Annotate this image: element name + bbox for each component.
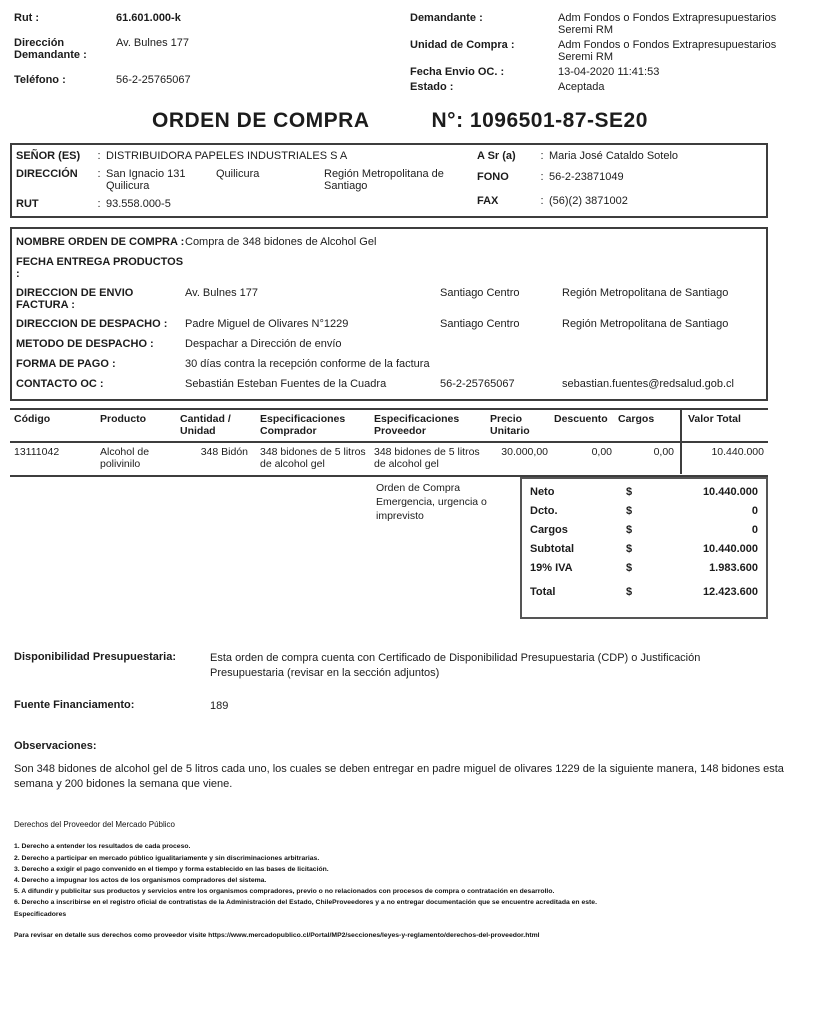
rut-label: Rut : xyxy=(14,12,40,24)
header-valor-total: Valor Total xyxy=(680,410,768,441)
derecho-item-2: 2. Derecho a participar en mercado público igualitariamente y sin discriminaciones arbitrarias. xyxy=(14,854,320,862)
direccion-demandante-value: Av. Bulnes 177 xyxy=(116,37,189,49)
header-esp-proveedor: Especificaciones Proveedor xyxy=(374,413,460,437)
header-precio: Precio Unitario xyxy=(490,413,530,437)
cell-precio: 30.000,00 xyxy=(501,446,548,458)
demandante-row xyxy=(410,12,783,36)
observaciones-title: Observaciones: xyxy=(14,739,97,752)
header-descuento: Descuento xyxy=(554,413,608,425)
demandante-value: Adm Fondos o Fondos Extrapresupuestarios Seremi RM xyxy=(558,12,777,36)
order-number: N°: 1096501-87-SE20 xyxy=(431,109,648,132)
table-row xyxy=(10,443,768,477)
dcto-row xyxy=(530,505,758,517)
total-row xyxy=(530,586,758,598)
senor-row xyxy=(16,150,462,162)
telefono-value: 56-2-25765067 xyxy=(116,74,191,86)
unidad-compra-label: Unidad de Compra : xyxy=(410,39,515,51)
derecho-item-4: 4. Derecho a impugnar los actos de los organismos compradores del sistema. xyxy=(14,876,267,884)
empty-cell xyxy=(440,236,562,249)
dcto-value: 0 xyxy=(751,505,758,517)
derecho-item-3: 3. Derecho a exigir el pago convenido en el tiempo y forma establecido en las bases de licitación. xyxy=(14,865,329,873)
empty-cell xyxy=(562,256,762,280)
budget-section xyxy=(0,619,813,714)
dcto-label: Dcto. xyxy=(530,505,558,517)
order-details-box xyxy=(10,227,768,401)
neto-label: Neto xyxy=(530,486,555,498)
currency-symbol: $ xyxy=(626,486,633,498)
totals-box xyxy=(520,477,768,619)
a-sr-row xyxy=(477,150,762,162)
derecho-item-1: 1. Derecho a entender los resultados de cada proceso. xyxy=(14,843,191,851)
header-cargos: Cargos xyxy=(618,413,655,425)
envio-factura-value: Av. Bulnes 177 xyxy=(185,287,258,299)
unidad-compra-row xyxy=(410,39,783,63)
iva-row xyxy=(530,562,758,574)
envio-factura-label: DIRECCION DE ENVIO FACTURA : xyxy=(16,287,134,311)
rut-proveedor-row xyxy=(16,198,462,210)
direccion-demandante-row xyxy=(14,37,410,61)
cell-producto: Alcohol de polivinilo xyxy=(100,446,150,470)
fono-label: FONO xyxy=(477,171,509,183)
supplier-box xyxy=(10,143,768,218)
metodo-despacho-row xyxy=(16,338,762,351)
empty-cell xyxy=(562,358,762,371)
contacto-oc-label: CONTACTO OC : xyxy=(16,378,104,390)
fono-row xyxy=(477,171,762,183)
derechos-title: Derechos del Proveedor del Mercado Público xyxy=(14,820,175,830)
derechos-footer-link: Para revisar en detalle sus derechos como proveedor visite https://www.mercadopublico.cl/Portal/MP2/secciones/leyes-y-reglamento/derechos-del-proveedor.html xyxy=(14,931,540,939)
fax-row xyxy=(477,195,762,207)
cell-cargos: 0,00 xyxy=(653,446,674,458)
unidad-compra-value: Adm Fondos o Fondos Extrapresupuestarios Seremi RM xyxy=(558,39,777,63)
cell-codigo: 13111042 xyxy=(14,446,60,458)
fuente-row xyxy=(14,699,799,714)
header-cantidad: Cantidad / Unidad xyxy=(180,413,231,437)
rut-row xyxy=(14,12,410,24)
neto-value: 10.440.000 xyxy=(702,486,758,498)
totals-section xyxy=(10,477,768,619)
metodo-despacho-label: METODO DE DESPACHO : xyxy=(16,338,154,350)
observaciones-body: Son 348 bidones de alcohol gel de 5 litros cada uno, los cuales se deben entregar en padre miguel de olivares 1229 de la siguiente manera, 148 bidones esta semana y 200 bidones la semana que viene. xyxy=(14,762,784,790)
direccion-row xyxy=(16,168,462,192)
page-title: ORDEN DE COMPRA xyxy=(152,109,370,132)
iva-label: 19% IVA xyxy=(530,562,573,574)
comuna-value: Quilicura xyxy=(216,168,260,180)
title-row xyxy=(0,103,813,143)
disponibilidad-row xyxy=(14,651,799,681)
empty-cell xyxy=(440,256,562,280)
fecha-envio-value: 13-04-2020 11:41:53 xyxy=(558,66,660,78)
iva-value: 1.983.600 xyxy=(709,562,758,574)
colon: : xyxy=(540,150,544,162)
rut-proveedor-label: RUT xyxy=(16,198,39,210)
a-sr-value: Maria José Cataldo Sotelo xyxy=(549,150,679,162)
spacer xyxy=(10,477,376,619)
region-value: Región Metropolitana de Santiago xyxy=(324,168,444,192)
telefono-label: Teléfono : xyxy=(14,74,66,86)
despacho-value: Padre Miguel de Olivares N°1229 xyxy=(185,318,349,330)
header-esp-comprador: Especificaciones Comprador xyxy=(260,413,346,437)
subtotal-label: Subtotal xyxy=(530,543,574,555)
currency-symbol: $ xyxy=(626,543,633,555)
nombre-oc-value: Compra de 348 bidones de Alcohol Gel xyxy=(185,236,377,248)
header-right-column xyxy=(410,12,783,99)
fecha-envio-row xyxy=(410,66,783,78)
cargos-label: Cargos xyxy=(530,524,568,536)
derecho-item-5: 5. A difundir y publicitar sus productos y servicios entre los organismos compradores, previo o no relacionados con procesos de compra o contratación en desarrollo. xyxy=(14,888,555,896)
envio-factura-region: Región Metropolitana de Santiago xyxy=(562,287,729,299)
cell-esp-comprador: 348 bidones de 5 litros de alcohol gel xyxy=(260,446,366,470)
supplier-box-right xyxy=(462,150,762,210)
telefono-row xyxy=(14,74,410,86)
colon: : xyxy=(97,198,101,210)
forma-pago-value: 30 días contra la recepción conforme de la factura xyxy=(185,358,430,370)
fax-label: FAX xyxy=(477,195,499,207)
cell-valor-total: 10.440.000 xyxy=(680,443,768,474)
despacho-comuna: Santiago Centro xyxy=(440,318,520,330)
header-codigo: Código xyxy=(14,413,51,425)
currency-symbol: $ xyxy=(626,524,633,536)
forma-pago-row xyxy=(16,358,762,371)
fuente-value: 189 xyxy=(210,699,229,712)
total-value: 12.423.600 xyxy=(702,586,758,598)
a-sr-label: A Sr (a) xyxy=(477,150,516,162)
fax-value: (56)(2) 3871002 xyxy=(549,195,628,207)
fecha-entrega-value xyxy=(185,256,440,280)
despacho-region: Región Metropolitana de Santiago xyxy=(562,318,729,330)
currency-symbol: $ xyxy=(626,586,633,598)
rut-proveedor-value: 93.558.000-5 xyxy=(106,198,171,210)
estado-value: Aceptada xyxy=(558,81,605,93)
currency-symbol: $ xyxy=(626,562,633,574)
contacto-oc-email: sebastian.fuentes@redsalud.gob.cl xyxy=(562,378,734,390)
colon: : xyxy=(540,171,544,183)
fecha-entrega-row xyxy=(16,256,762,280)
derecho-item-6: 6. Derecho a inscribirse en el registro oficial de contratistas de la Administración del Estado, ChileProveedores y a no entregar documentación que se encuentre acreditada en este. xyxy=(14,899,597,907)
nombre-oc-label: NOMBRE ORDEN DE COMPRA : xyxy=(16,236,185,248)
direccion-value: San Ignacio 131 Quilicura xyxy=(106,168,186,192)
derechos-section xyxy=(0,792,813,938)
supplier-box-left xyxy=(16,150,462,210)
empty-cell xyxy=(440,338,562,351)
cell-cantidad: 348 Bidón xyxy=(200,446,248,458)
demandante-label: Demandante : xyxy=(410,12,483,24)
colon: : xyxy=(97,168,101,180)
emergency-note: Orden de Compra Emergencia, urgencia o imprevisto xyxy=(376,482,487,523)
fono-value: 56-2-23871049 xyxy=(549,171,624,183)
senor-label: SEÑOR (ES) xyxy=(16,150,81,162)
total-label: Total xyxy=(530,586,556,598)
disponibilidad-label: Disponibilidad Presupuestaria: xyxy=(14,651,176,663)
direccion-label: DIRECCIÓN xyxy=(16,168,78,180)
currency-symbol: $ xyxy=(626,505,633,517)
header-producto: Producto xyxy=(100,413,147,425)
contacto-oc-row xyxy=(16,378,762,391)
document-header xyxy=(0,0,813,103)
metodo-despacho-value: Despachar a Dirección de envío xyxy=(185,338,342,350)
estado-row xyxy=(410,81,783,93)
empty-cell xyxy=(562,338,762,351)
header-left-column xyxy=(14,12,410,99)
senor-value: DISTRIBUIDORA PAPELES INDUSTRIALES S A xyxy=(106,150,348,162)
derechos-list xyxy=(14,841,799,919)
colon: : xyxy=(540,195,544,207)
fecha-envio-label: Fecha Envio OC. : xyxy=(410,66,505,78)
neto-row xyxy=(530,486,758,498)
cargos-value: 0 xyxy=(751,524,758,536)
contacto-oc-fono: 56-2-25765067 xyxy=(440,378,515,390)
envio-factura-row xyxy=(16,287,762,311)
items-table xyxy=(10,408,768,477)
disponibilidad-value: Esta orden de compra cuenta con Certificado de Disponibilidad Presupuestaria (CDP) o Justificación Presupuestaria (revisar en la sección adjuntos) xyxy=(210,652,701,679)
subtotal-value: 10.440.000 xyxy=(702,543,758,555)
derecho-item-7: Especificadores xyxy=(14,910,67,918)
rut-value: 61.601.000-k xyxy=(116,12,181,24)
observaciones-section xyxy=(0,718,813,793)
subtotal-row xyxy=(530,543,758,555)
fuente-label: Fuente Financiamento: xyxy=(14,698,135,711)
items-table-header xyxy=(10,408,768,443)
despacho-row xyxy=(16,318,762,331)
empty-cell xyxy=(562,236,762,249)
direccion-columns xyxy=(106,168,462,192)
direccion-demandante-label: Dirección Demandante : xyxy=(14,37,87,61)
forma-pago-label: FORMA DE PAGO : xyxy=(16,358,116,370)
colon: : xyxy=(97,150,101,162)
cargos-row xyxy=(530,524,758,536)
despacho-label: DIRECCION DE DESPACHO : xyxy=(16,318,168,330)
contacto-oc-value: Sebastián Esteban Fuentes de la Cuadra xyxy=(185,378,387,390)
cell-esp-proveedor: 348 bidones de 5 litros de alcohol gel xyxy=(374,446,480,470)
fecha-entrega-label: FECHA ENTREGA PRODUCTOS : xyxy=(16,256,184,280)
envio-factura-comuna: Santiago Centro xyxy=(440,287,520,299)
cell-descuento: 0,00 xyxy=(591,446,612,458)
estado-label: Estado : xyxy=(410,81,454,93)
nombre-oc-row xyxy=(16,236,762,249)
